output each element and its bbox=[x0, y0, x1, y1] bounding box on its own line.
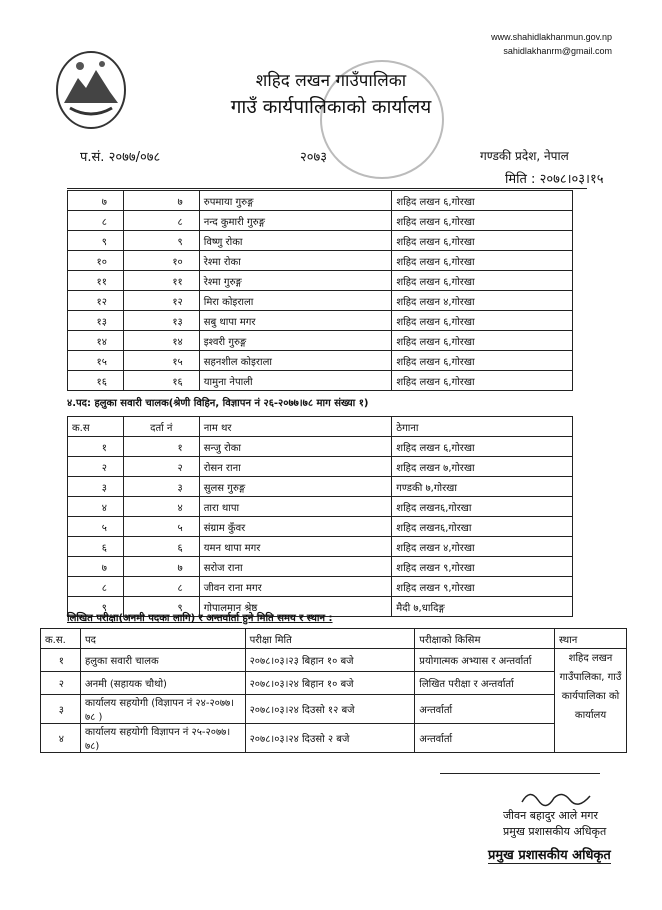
table-cell: शहिद लखन ६,गोरखा bbox=[392, 331, 573, 351]
table-cell: रुपमाया गुरुङ्ग bbox=[199, 191, 392, 211]
table-row bbox=[68, 351, 573, 371]
table-cell: शहिद लखन ६,गोरखा bbox=[392, 371, 573, 391]
date-text: मिति : २०७८।०३।१५ bbox=[505, 172, 604, 187]
candidates-table-2 bbox=[67, 416, 573, 617]
table-cell: गण्डकी ७,गोरखा bbox=[392, 477, 573, 497]
table-row bbox=[68, 477, 573, 497]
table-cell: १४ bbox=[68, 331, 124, 351]
table-cell: ७ bbox=[68, 557, 124, 577]
table-cell: ३ bbox=[68, 477, 124, 497]
table-cell: शहिद लखन ६,गोरखा bbox=[392, 311, 573, 331]
table-cell: २ bbox=[123, 457, 199, 477]
table-cell: ११ bbox=[68, 271, 124, 291]
table-cell: १२ bbox=[123, 291, 199, 311]
table-cell: शहिद लखन ६,गोरखा bbox=[392, 271, 573, 291]
table-cell: ४ bbox=[41, 724, 81, 753]
table-cell: शहिद लखन६,गोरखा bbox=[392, 497, 573, 517]
table-row bbox=[68, 577, 573, 597]
table-row bbox=[41, 724, 627, 753]
table-cell: ९ bbox=[68, 231, 124, 251]
table-cell: यामुना नेपाली bbox=[199, 371, 392, 391]
table-cell: सहनशील कोइराला bbox=[199, 351, 392, 371]
column-header: पद bbox=[80, 629, 245, 649]
column-header: क.स. bbox=[41, 629, 81, 649]
table-cell: ८ bbox=[68, 577, 124, 597]
table-row bbox=[68, 211, 573, 231]
table-cell: ३ bbox=[123, 477, 199, 497]
table-row bbox=[68, 557, 573, 577]
table-cell: सुलस गुरुङ्ग bbox=[199, 477, 392, 497]
table-cell: शहिद लखन६,गोरखा bbox=[392, 517, 573, 537]
table-row bbox=[68, 251, 573, 271]
column-header: ठेगाना bbox=[392, 417, 573, 437]
table-cell: संग्राम कुँवर bbox=[199, 517, 392, 537]
table-cell: ७ bbox=[123, 557, 199, 577]
province-text: गण्डकी प्रदेश, नेपाल bbox=[480, 149, 569, 163]
table-cell: शहिद लखन ६,गोरखा bbox=[392, 437, 573, 457]
table-cell: शहिद लखन ६,गोरखा bbox=[392, 351, 573, 371]
table-cell: ६ bbox=[68, 537, 124, 557]
table-cell: अन्तर्वार्ता bbox=[415, 695, 555, 724]
signature-line bbox=[440, 773, 600, 774]
table-cell: ९ bbox=[123, 231, 199, 251]
column-header: क.स bbox=[68, 417, 124, 437]
table-cell: हलुका सवारी चालक bbox=[80, 649, 245, 672]
contact-info bbox=[491, 30, 612, 58]
table-cell: २०७८।०३।२४ दिउसो २ बजे bbox=[245, 724, 415, 753]
website-text: www.shahidlakhanmun.gov.np bbox=[491, 32, 612, 42]
table-cell: ९ bbox=[123, 597, 199, 617]
table-cell: २०७८।०३।२४ दिउसो १२ बजे bbox=[245, 695, 415, 724]
table-cell: ७ bbox=[68, 191, 124, 211]
column-header: परीक्षा मिति bbox=[245, 629, 415, 649]
table-cell: रेश्मा रोका bbox=[199, 251, 392, 271]
email-text: sahidlakhanrm@gmail.com bbox=[503, 46, 612, 56]
table-cell: ८ bbox=[123, 577, 199, 597]
table-cell: जीवन राना मगर bbox=[199, 577, 392, 597]
table-cell: नन्द कुमारी गुरुङ्ग bbox=[199, 211, 392, 231]
table-cell: १३ bbox=[68, 311, 124, 331]
table-row bbox=[68, 457, 573, 477]
table-row bbox=[68, 191, 573, 211]
table-row bbox=[68, 371, 573, 391]
table-cell: शहिद लखन ७,गोरखा bbox=[392, 457, 573, 477]
table-cell: तारा थापा bbox=[199, 497, 392, 517]
table-cell: रेश्मा गुरुङ्ग bbox=[199, 271, 392, 291]
table-cell: २०७८।०३।२३ बिहान १० बजे bbox=[245, 649, 415, 672]
table-cell: ५ bbox=[123, 517, 199, 537]
table-cell: यमन थापा मगर bbox=[199, 537, 392, 557]
table-row bbox=[41, 695, 627, 724]
office-title: गाउँ कार्यपालिकाको कार्यालय bbox=[230, 96, 432, 118]
table-cell: सबु थापा मगर bbox=[199, 311, 392, 331]
exam-venue: शहिद लखन गाउँपालिका, गाउँ कार्यपालिका को कार्यालय bbox=[555, 649, 627, 753]
column-header: स्थान bbox=[555, 629, 627, 649]
header-divider bbox=[67, 188, 587, 189]
table-cell: १६ bbox=[123, 371, 199, 391]
table-cell: १२ bbox=[68, 291, 124, 311]
officer-stamp-text: प्रमुख प्रशासकीय अधिकृत bbox=[488, 845, 611, 864]
table-cell: ५ bbox=[68, 517, 124, 537]
table-cell: शहिद लखन ६,गोरखा bbox=[392, 211, 573, 231]
officer-designation: प्रमुख प्रशासकीय अधिकृत bbox=[503, 825, 607, 838]
table-row bbox=[68, 331, 573, 351]
table-cell: अनमी (सहायक चौथो) bbox=[80, 672, 245, 695]
column-header: दर्ता नं bbox=[123, 417, 199, 437]
table-row bbox=[41, 672, 627, 695]
table-cell: कार्यालय सहयोगी विज्ञापन नं २५-२०७७।७८) bbox=[80, 724, 245, 753]
table-cell: ८ bbox=[123, 211, 199, 231]
table-cell: मिरा कोइराला bbox=[199, 291, 392, 311]
table-cell: १० bbox=[68, 251, 124, 271]
table-cell: कार्यालय सहयोगी (विज्ञापन नं २४-२०७७।७८ ) bbox=[80, 695, 245, 724]
table-row bbox=[68, 231, 573, 251]
table-cell: ११ bbox=[123, 271, 199, 291]
table-cell: ४ bbox=[123, 497, 199, 517]
table-cell: शहिद लखन ६,गोरखा bbox=[392, 191, 573, 211]
table-cell: शहिद लखन ९,गोरखा bbox=[392, 577, 573, 597]
table-cell: १ bbox=[123, 437, 199, 457]
column-header: परीक्षाको किसिम bbox=[415, 629, 555, 649]
table-row bbox=[68, 497, 573, 517]
table-cell: इश्वरी गुरुङ्ग bbox=[199, 331, 392, 351]
exam-schedule-caption: लिखित परीक्षा(अनमी पदका लागि) र अन्तर्वार्ता हुने मिति समय र स्थान : bbox=[67, 613, 333, 624]
table-cell: १० bbox=[123, 251, 199, 271]
table-row bbox=[68, 537, 573, 557]
table-cell: १५ bbox=[123, 351, 199, 371]
table-row bbox=[68, 291, 573, 311]
table-cell: २ bbox=[41, 672, 81, 695]
table-row bbox=[68, 437, 573, 457]
table-cell: १४ bbox=[123, 331, 199, 351]
table-row bbox=[41, 649, 627, 672]
driver-post-caption: ४.पद: हलुका सवारी चालक(श्रेणी विहिन, विज्ञापन नं २६-२०७७।७८ माग संख्या १) bbox=[67, 398, 369, 409]
table-cell: १३ bbox=[123, 311, 199, 331]
candidates-table-1 bbox=[67, 190, 573, 391]
table-cell: लिखित परीक्षा र अन्तर्वार्ता bbox=[415, 672, 555, 695]
table-cell: विष्णु रोका bbox=[199, 231, 392, 251]
table-cell: १ bbox=[68, 437, 124, 457]
table-cell: १ bbox=[41, 649, 81, 672]
table-cell: शहिद लखन ६,गोरखा bbox=[392, 251, 573, 271]
municipality-title: शहिद लखन गाउँपालिका bbox=[255, 71, 407, 91]
table-row bbox=[68, 311, 573, 331]
table-cell: सरोज राना bbox=[199, 557, 392, 577]
table-cell: ६ bbox=[123, 537, 199, 557]
table-cell: शहिद लखन ४,गोरखा bbox=[392, 537, 573, 557]
table-row bbox=[68, 271, 573, 291]
table-cell: गोपालमान श्रेष्ठ bbox=[199, 597, 392, 617]
table-cell: शहिद लखन ४,गोरखा bbox=[392, 291, 573, 311]
officer-name: जीवन बहादुर आले मगर bbox=[503, 809, 599, 822]
table-cell: ९ bbox=[68, 597, 124, 617]
table-cell: ३ bbox=[41, 695, 81, 724]
table-cell: २०७८।०३।२४ बिहान १० बजे bbox=[245, 672, 415, 695]
table-cell: ७ bbox=[123, 191, 199, 211]
column-header: नाम थर bbox=[199, 417, 392, 437]
table-cell: अन्तर्वार्ता bbox=[415, 724, 555, 753]
table-cell: १६ bbox=[68, 371, 124, 391]
table-cell: शहिद लखन ६,गोरखा bbox=[392, 231, 573, 251]
table-cell: ८ bbox=[68, 211, 124, 231]
table-cell: शहिद लखन ९,गोरखा bbox=[392, 557, 573, 577]
table-cell: ४ bbox=[68, 497, 124, 517]
exam-schedule-table bbox=[40, 628, 627, 753]
table-cell: २ bbox=[68, 457, 124, 477]
established-year: २०७३ bbox=[300, 150, 328, 165]
table-cell: मैदी ७,धादिङ्ग bbox=[392, 597, 573, 617]
table-cell: प्रयोगात्मक अभ्यास र अन्तर्वार्ता bbox=[415, 649, 555, 672]
table-cell: १५ bbox=[68, 351, 124, 371]
reference-number: प.सं. २०७७/०७८ bbox=[80, 150, 161, 165]
table-cell: रोसन राना bbox=[199, 457, 392, 477]
table-cell: सन्जु रोका bbox=[199, 437, 392, 457]
table-row bbox=[68, 517, 573, 537]
